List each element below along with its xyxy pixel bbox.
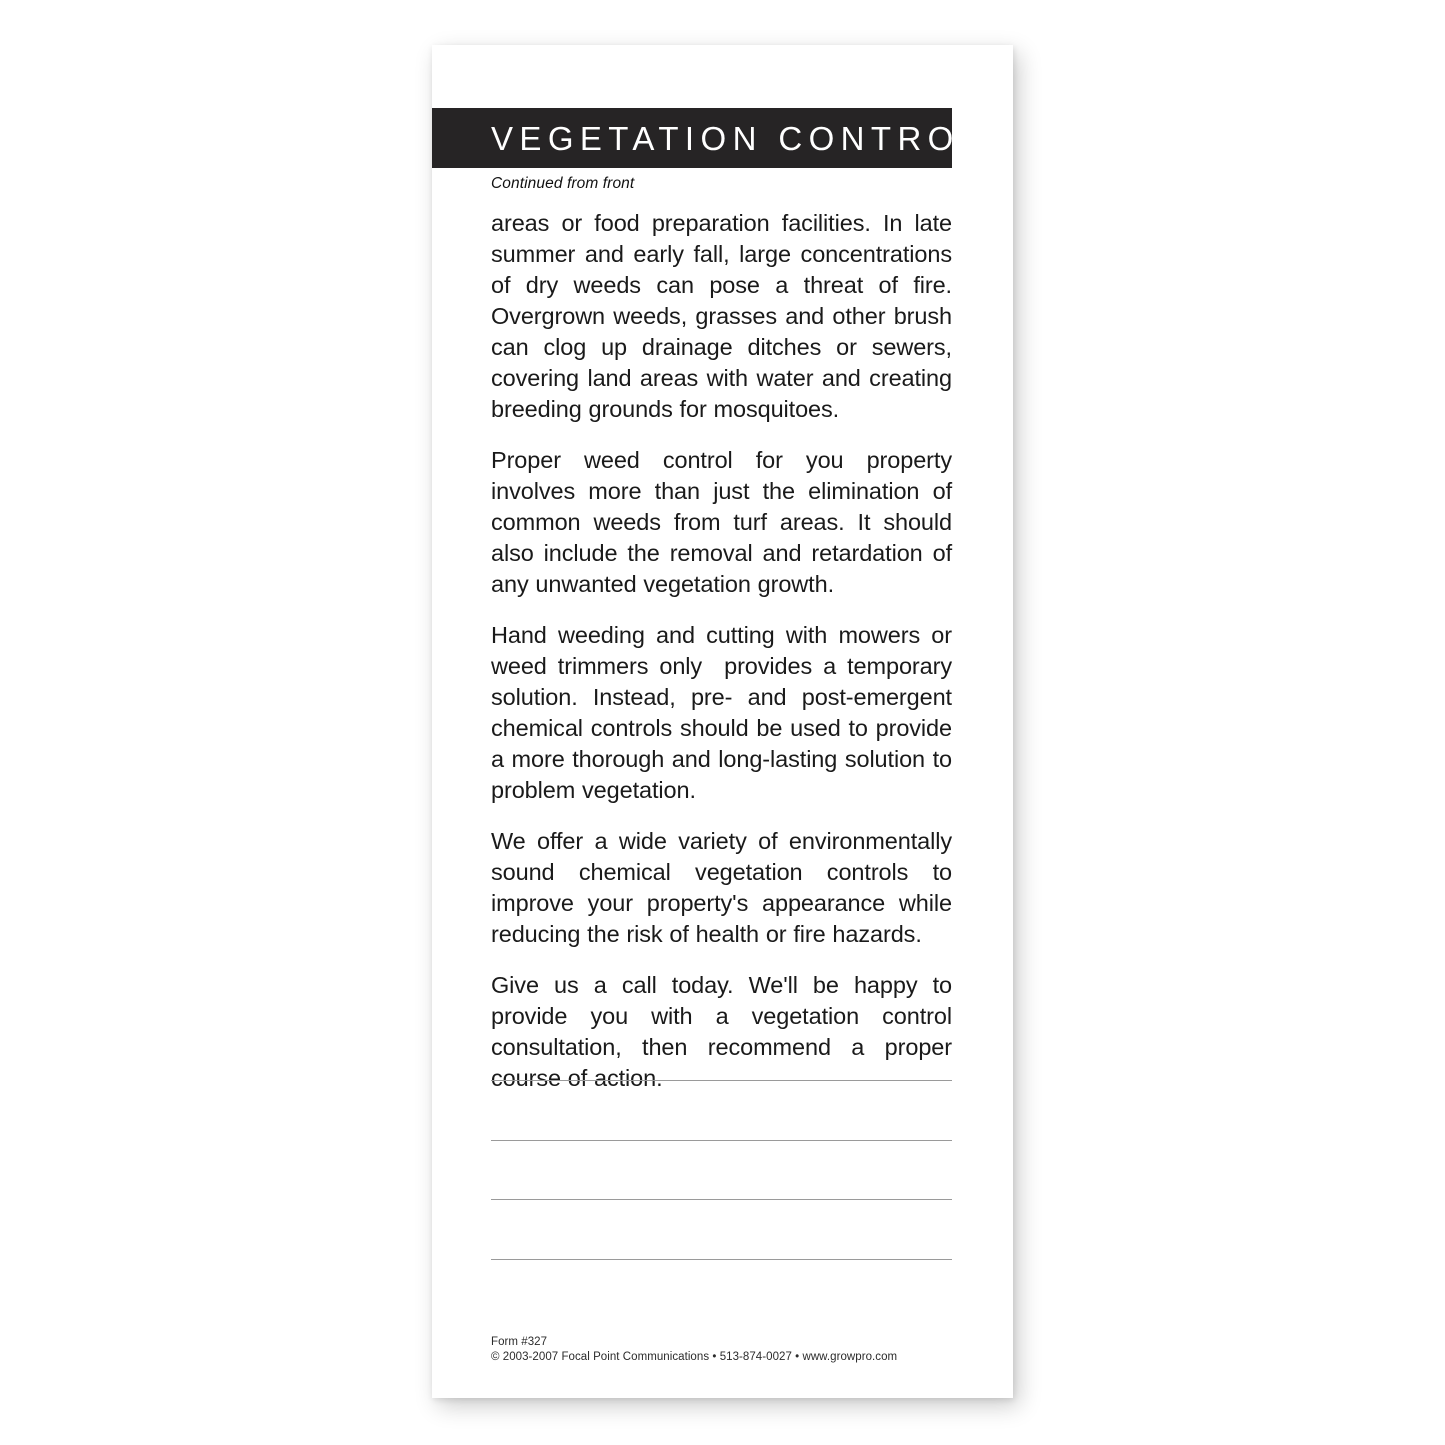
ruled-line (491, 1140, 952, 1141)
body-paragraph-1: areas or food preparation facilities. In late summer and early fall, large concentrations of dry weeds can pose a threat of fire. Overgrown weeds, grasses and other brush can clog up drainage ditches or sewers, covering land areas with water and creating breeding grounds for mosquitoes. (491, 209, 959, 422)
form-number: Form #327 (491, 1336, 548, 1348)
footer-fineprint (491, 1335, 961, 1365)
brochure-card (432, 45, 1013, 1398)
ruled-line (491, 1259, 952, 1260)
body-paragraph-5: Give us a call today. We'll be happy to provide you with a vegetation control consultation, then recommend a proper course of action. (491, 971, 959, 1091)
ruled-line (491, 1199, 952, 1200)
ruled-line (491, 1080, 952, 1081)
copyright-line: © 2003-2007 Focal Point Communications • 513-874-0027 • www.growpro.com (491, 1351, 898, 1363)
page-title: VEGETATION CONTROL (491, 119, 985, 157)
body-paragraph-3: Hand weeding and cutting with mowers or weed trimmers only provides a temporary solution. Instead, pre- and post-emergent chemical controls should be used to provide a more thorough and long-lasting solution to problem vegetation. (491, 621, 959, 803)
content-column (491, 175, 959, 1094)
body-paragraph-2: Proper weed control for you property involves more than just the elimination of common weeds from turf areas. It should also include the removal and retardation of any unwanted vegetation growth. (491, 446, 959, 597)
body-paragraph-4: We offer a wide variety of environmentally sound chemical vegetation controls to improve your property's appearance while reducing the risk of health or fire hazards. (491, 827, 959, 947)
header-banner (432, 108, 985, 168)
continued-from-front-note: Continued from front (491, 175, 635, 192)
notes-ruled-lines (491, 1080, 952, 1260)
